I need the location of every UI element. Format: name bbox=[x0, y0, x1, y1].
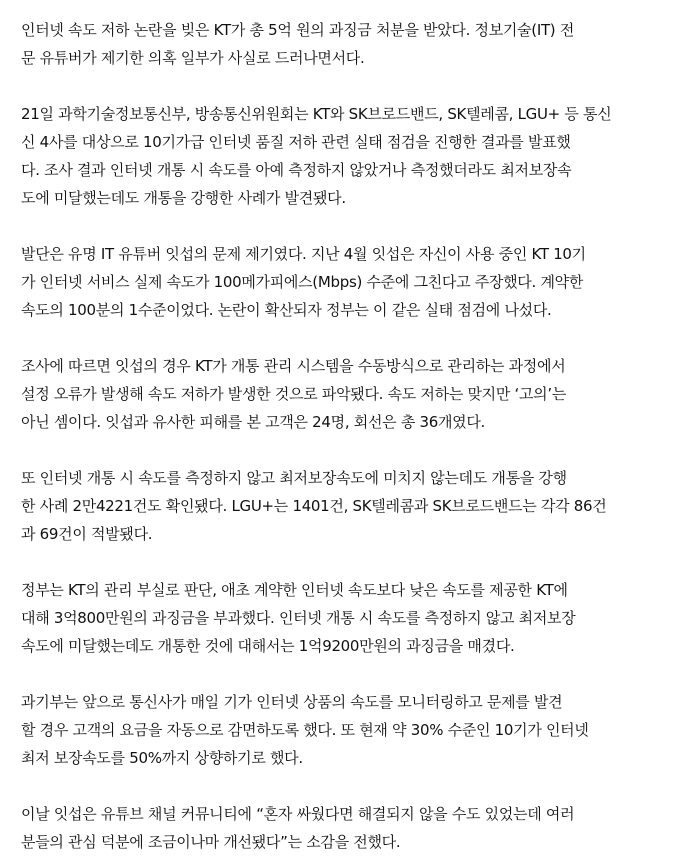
text-line: 최저 보장속도를 50%까지 상향하기로 했다. bbox=[21, 749, 303, 767]
text-line: 도에 미달했는데도 개통을 강행한 사례가 발견됐다. bbox=[21, 189, 346, 207]
text-line: 발단은 유명 IT 유튜버 잇섭의 문제 제기였다. 지난 4월 잇섭은 자신이 사용 중인 KT 10기 bbox=[21, 245, 586, 263]
text-line: 속도에 미달했는데도 개통한 것에 대해서는 1억9200만원의 과징금을 매겼다. bbox=[21, 637, 515, 655]
text-line: 과기부는 앞으로 통신사가 매일 기가 인터넷 상품의 속도를 모니터링하고 문제를 발견 bbox=[21, 693, 563, 711]
text-line: 이날 잇섭은 유튜브 채널 커뮤니티에 “혼자 싸웠다면 해결되지 않을 수도 있었는데 여러 bbox=[21, 805, 575, 823]
text-line: 정부는 KT의 관리 부실로 판단, 애초 계약한 인터넷 속도보다 낮은 속도를 제공한 KT에 bbox=[21, 581, 568, 599]
text-line: 또 인터넷 개통 시 속도를 측정하지 않고 최저보장속도에 미치지 않는데도 개통을 강행 bbox=[21, 469, 567, 487]
text-line: 다. 조사 결과 인터넷 개통 시 속도를 아예 측정하지 않았거나 측정했더라도 최저보장속 bbox=[21, 161, 572, 179]
text-line: 과 69건이 적발됐다. bbox=[21, 525, 153, 543]
paragraph-5 bbox=[21, 464, 669, 548]
text-line: 조사에 따르면 잇섭의 경우 KT가 개통 관리 시스템을 수동방식으로 관리하는 과정에서 bbox=[21, 357, 566, 375]
text-line: 인터넷 속도 저하 논란을 빚은 KT가 총 5억 원의 과징금 처분을 받았다. 정보기술(IT) 전 bbox=[21, 21, 575, 39]
text-line: 한 사례 2만4221건도 확인됐다. LGU+는 1401건, SK텔레콤과 SK브로드밴드는 각각 86건 bbox=[21, 497, 607, 515]
text-line: 설정 오류가 발생해 속도 저하가 발생한 것으로 파악됐다. 속도 저하는 맞지만 ‘고의’는 bbox=[21, 385, 567, 403]
text-line: 아닌 셈이다. 잇섭과 유사한 피해를 본 고객은 24명, 회선은 총 36개였다. bbox=[21, 413, 486, 431]
text-line: 가 인터넷 서비스 실제 속도가 100메가피에스(Mbps) 수준에 그친다고 주장했다. 계약한 bbox=[21, 273, 584, 291]
paragraph-1 bbox=[21, 16, 669, 72]
paragraph-8 bbox=[21, 800, 669, 856]
article-body bbox=[21, 16, 669, 856]
paragraph-2 bbox=[21, 100, 669, 212]
paragraph-6 bbox=[21, 576, 669, 660]
text-line: 21일 과학기술정보통신부, 방송통신위원회는 KT와 SK브로드밴드, SK텔레콤, LGU+ 등 통신 bbox=[21, 105, 612, 123]
text-line: 문 유튜버가 제기한 의혹 일부가 사실로 드러나면서다. bbox=[21, 49, 365, 67]
text-line: 신 4사를 대상으로 10기가급 인터넷 품질 저하 관련 실태 점검을 진행한 결과를 발표했 bbox=[21, 133, 571, 151]
text-line: 분들의 관심 덕분에 조금이나마 개선됐다”는 소감을 전했다. bbox=[21, 833, 401, 851]
text-line: 할 경우 고객의 요금을 자동으로 감면하도록 했다. 또 현재 약 30% 수준인 10기가 인터넷 bbox=[21, 721, 589, 739]
paragraph-4 bbox=[21, 352, 669, 436]
text-line: 속도의 100분의 1수준이었다. 논란이 확산되자 정부는 이 같은 실태 점검에 나섰다. bbox=[21, 301, 552, 319]
paragraph-7 bbox=[21, 688, 669, 772]
text-line: 대해 3억800만원의 과징금을 부과했다. 인터넷 개통 시 속도를 측정하지 않고 최저보장 bbox=[21, 609, 576, 627]
paragraph-3 bbox=[21, 240, 669, 324]
